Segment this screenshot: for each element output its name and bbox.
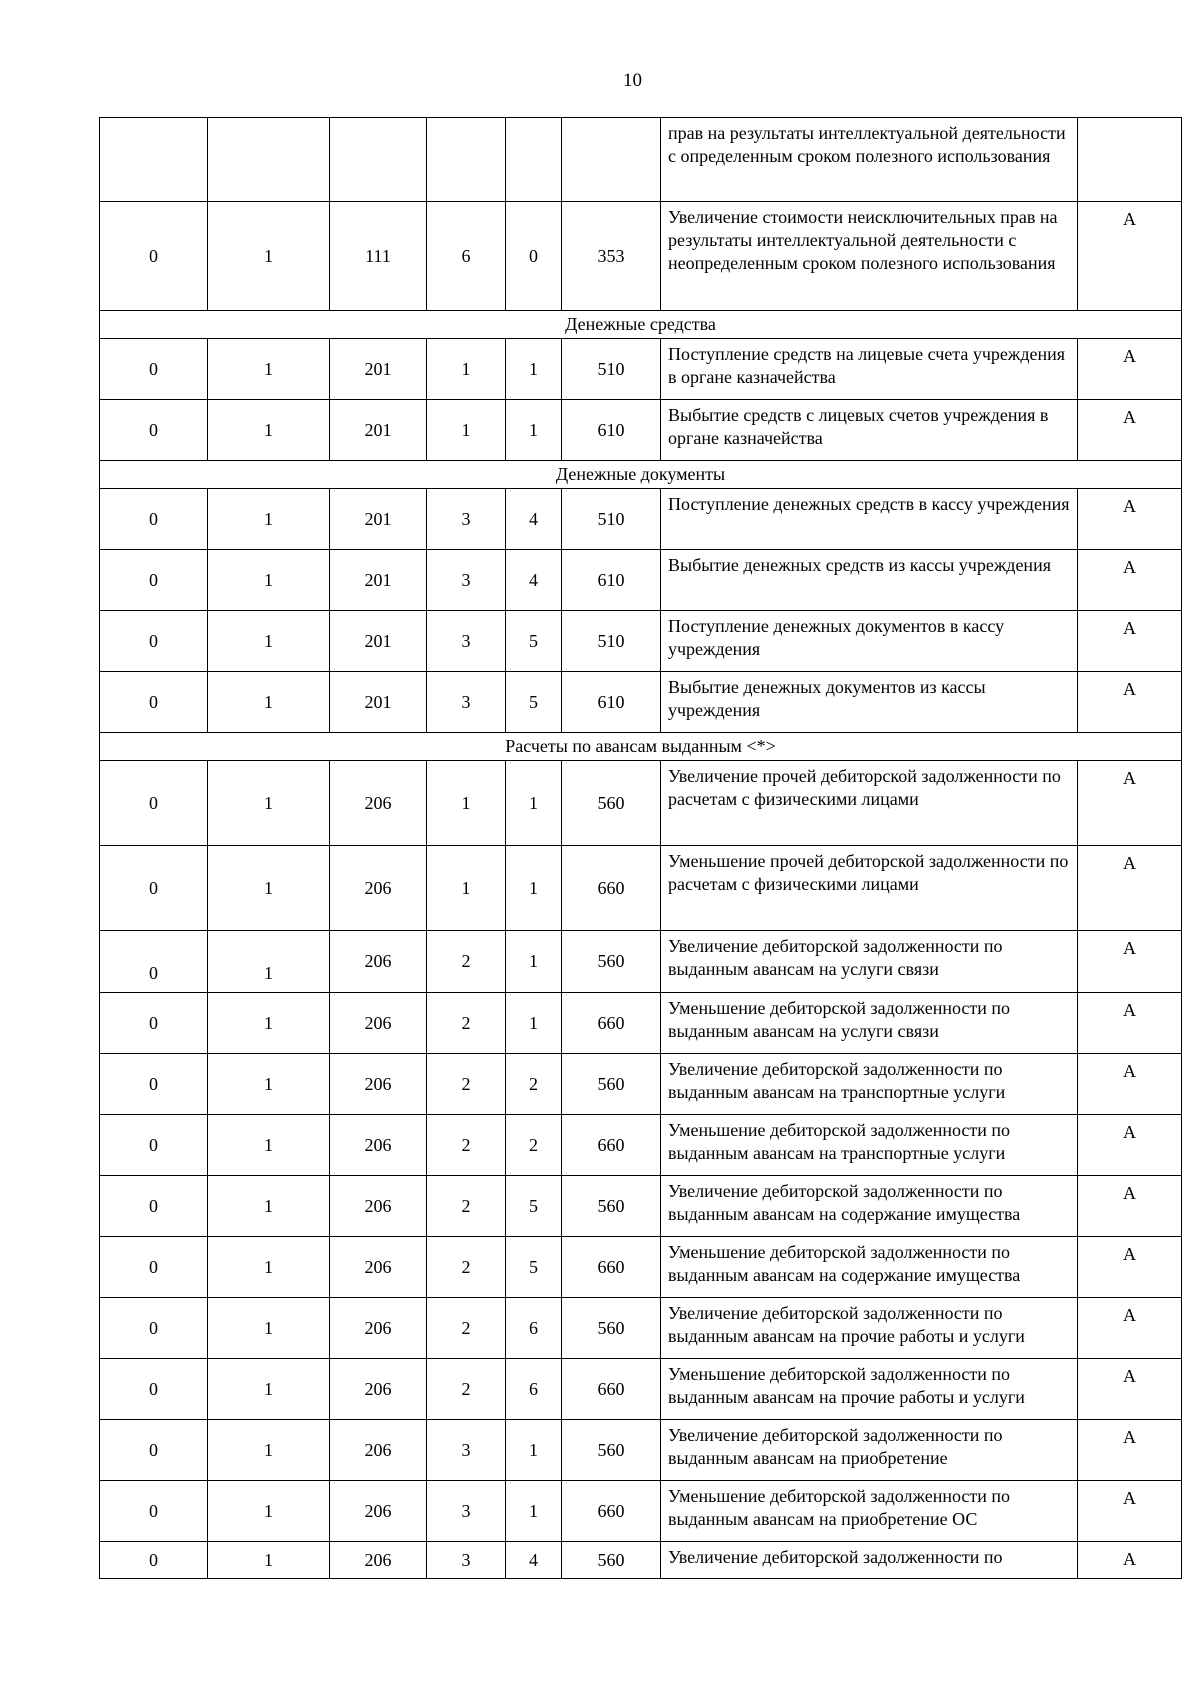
code-cell-4: 3 [427, 1420, 506, 1481]
table-row [100, 400, 1182, 461]
code-cell-1: 0 [100, 846, 208, 931]
code-cell-6: 610 [562, 550, 661, 611]
code-cell-2: 1 [208, 1420, 330, 1481]
code-cell-1: 0 [100, 1481, 208, 1542]
flag-cell: А [1078, 550, 1182, 611]
flag-cell: А [1078, 1359, 1182, 1420]
code-cell-6: 560 [562, 931, 661, 993]
code-cell-2: 1 [208, 611, 330, 672]
code-cell-3: 206 [330, 931, 427, 993]
code-cell-2: 1 [208, 1481, 330, 1542]
code-cell-2: 1 [208, 761, 330, 846]
code-cell-2: 1 [208, 672, 330, 733]
code-cell-5: 1 [506, 761, 562, 846]
code-cell-3: 206 [330, 1298, 427, 1359]
code-cell-2: 1 [208, 339, 330, 400]
table-row [100, 611, 1182, 672]
code-cell-5: 1 [506, 1481, 562, 1542]
code-cell-6: 660 [562, 993, 661, 1054]
code-cell-3: 206 [330, 1359, 427, 1420]
code-cell-5: 1 [506, 846, 562, 931]
table-row [100, 1115, 1182, 1176]
flag-cell: А [1078, 993, 1182, 1054]
code-cell-1: 0 [100, 339, 208, 400]
code-cell-4: 2 [427, 1359, 506, 1420]
code-cell-6: 660 [562, 1481, 661, 1542]
code-cell-6 [562, 118, 661, 202]
code-cell-4: 2 [427, 1298, 506, 1359]
description-cell: Уменьшение дебиторской задолженности по выданным авансам на транспортные услуги [661, 1115, 1078, 1176]
flag-cell: А [1078, 761, 1182, 846]
section-title: Расчеты по авансам выданным <*> [100, 733, 1182, 761]
table-row [100, 202, 1182, 311]
table-row [100, 550, 1182, 611]
code-cell-3: 206 [330, 1237, 427, 1298]
flag-cell: А [1078, 339, 1182, 400]
description-cell: Увеличение дебиторской задолженности по выданным авансам на транспортные услуги [661, 1054, 1078, 1115]
code-cell-6: 560 [562, 1298, 661, 1359]
code-cell-4: 3 [427, 1542, 506, 1579]
section-header-row [100, 311, 1182, 339]
flag-cell: А [1078, 1115, 1182, 1176]
description-cell: Уменьшение дебиторской задолженности по выданным авансам на содержание имущества [661, 1237, 1078, 1298]
code-cell-5: 4 [506, 1542, 562, 1579]
code-cell-5: 0 [506, 202, 562, 311]
description-cell: Поступление денежных средств в кассу учреждения [661, 489, 1078, 550]
code-cell-4: 6 [427, 202, 506, 311]
table-row [100, 931, 1182, 993]
code-cell-5: 1 [506, 931, 562, 993]
flag-cell: А [1078, 202, 1182, 311]
code-cell-5: 1 [506, 1420, 562, 1481]
code-cell-2: 1 [208, 993, 330, 1054]
description-cell: Уменьшение дебиторской задолженности по выданным авансам на прочие работы и услуги [661, 1359, 1078, 1420]
table-row [100, 672, 1182, 733]
code-cell-5: 4 [506, 489, 562, 550]
code-cell-6: 610 [562, 672, 661, 733]
code-cell-3: 206 [330, 846, 427, 931]
table-row [100, 993, 1182, 1054]
flag-cell: А [1078, 672, 1182, 733]
description-cell: Увеличение стоимости неисключительных прав на результаты интеллектуальной деятельности с неопределенным сроком полезного использования [661, 202, 1078, 311]
code-cell-1: 0 [100, 1298, 208, 1359]
code-cell-4: 3 [427, 611, 506, 672]
code-cell-3: 206 [330, 993, 427, 1054]
table-row [100, 1542, 1182, 1579]
code-cell-1: 0 [100, 400, 208, 461]
code-cell-1: 0 [100, 993, 208, 1054]
table-row [100, 1481, 1182, 1542]
table-row [100, 1176, 1182, 1237]
code-cell-3: 206 [330, 1420, 427, 1481]
flag-cell: А [1078, 931, 1182, 993]
code-cell-1: 0 [100, 202, 208, 311]
code-cell-2: 1 [208, 550, 330, 611]
code-cell-2: 1 [208, 1115, 330, 1176]
code-cell-4: 2 [427, 993, 506, 1054]
description-cell: прав на результаты интеллектуальной деятельности с определенным сроком полезного использования [661, 118, 1078, 202]
code-cell-2: 1 [208, 400, 330, 461]
section-header-row [100, 461, 1182, 489]
code-cell-2: 1 [208, 1542, 330, 1579]
code-cell-6: 510 [562, 339, 661, 400]
code-cell-5: 6 [506, 1359, 562, 1420]
code-cell-3: 201 [330, 400, 427, 461]
code-cell-6: 353 [562, 202, 661, 311]
flag-cell: А [1078, 1237, 1182, 1298]
page-number: 10 [623, 70, 642, 91]
flag-cell: А [1078, 489, 1182, 550]
code-cell-5: 5 [506, 1237, 562, 1298]
code-cell-5: 1 [506, 400, 562, 461]
description-cell: Поступление средств на лицевые счета учреждения в органе казначейства [661, 339, 1078, 400]
code-cell-1: 0 [100, 1054, 208, 1115]
code-cell-2: 1 [208, 1176, 330, 1237]
code-cell-3: 206 [330, 1542, 427, 1579]
table-row [100, 1420, 1182, 1481]
code-cell-5: 6 [506, 1298, 562, 1359]
code-cell-4: 2 [427, 931, 506, 993]
code-cell-4: 1 [427, 761, 506, 846]
table-row [100, 1237, 1182, 1298]
code-cell-3: 201 [330, 672, 427, 733]
description-cell: Выбытие средств с лицевых счетов учреждения в органе казначейства [661, 400, 1078, 461]
code-cell-5 [506, 118, 562, 202]
code-cell-5: 1 [506, 339, 562, 400]
description-cell: Увеличение дебиторской задолженности по выданным авансам на прочие работы и услуги [661, 1298, 1078, 1359]
flag-cell: А [1078, 1176, 1182, 1237]
description-cell: Уменьшение прочей дебиторской задолженности по расчетам с физическими лицами [661, 846, 1078, 931]
code-cell-5: 4 [506, 550, 562, 611]
section-title: Денежные документы [100, 461, 1182, 489]
code-cell-6: 660 [562, 1359, 661, 1420]
flag-cell [1078, 118, 1182, 202]
flag-cell: А [1078, 1054, 1182, 1115]
code-cell-5: 2 [506, 1054, 562, 1115]
description-cell: Увеличение прочей дебиторской задолженности по расчетам с физическими лицами [661, 761, 1078, 846]
code-cell-6: 560 [562, 761, 661, 846]
code-cell-6: 660 [562, 846, 661, 931]
section-header-row [100, 733, 1182, 761]
code-cell-2: 1 [208, 1054, 330, 1115]
code-cell-1: 0 [100, 1115, 208, 1176]
code-cell-2: 1 [208, 931, 330, 993]
code-cell-2: 1 [208, 1359, 330, 1420]
code-cell-3: 206 [330, 761, 427, 846]
code-cell-1: 0 [100, 550, 208, 611]
table-row [100, 761, 1182, 846]
description-cell: Увеличение дебиторской задолженности по [661, 1542, 1078, 1579]
code-cell-1: 0 [100, 672, 208, 733]
code-cell-6: 660 [562, 1237, 661, 1298]
code-cell-3: 201 [330, 339, 427, 400]
table-row [100, 1359, 1182, 1420]
code-cell-2: 1 [208, 489, 330, 550]
table-row [100, 1054, 1182, 1115]
table-row [100, 846, 1182, 931]
code-cell-3: 201 [330, 550, 427, 611]
code-cell-4: 3 [427, 672, 506, 733]
flag-cell: А [1078, 1420, 1182, 1481]
description-cell: Уменьшение дебиторской задолженности по выданным авансам на приобретение ОС [661, 1481, 1078, 1542]
code-cell-3: 206 [330, 1115, 427, 1176]
code-cell-6: 560 [562, 1420, 661, 1481]
code-cell-3: 111 [330, 202, 427, 311]
code-cell-6: 560 [562, 1176, 661, 1237]
code-cell-6: 510 [562, 489, 661, 550]
code-cell-1: 0 [100, 761, 208, 846]
code-cell-4: 1 [427, 339, 506, 400]
flag-cell: А [1078, 846, 1182, 931]
code-cell-6: 510 [562, 611, 661, 672]
code-cell-1: 0 [100, 611, 208, 672]
flag-cell: А [1078, 1481, 1182, 1542]
code-cell-1: 0 [100, 1542, 208, 1579]
code-cell-4: 3 [427, 1481, 506, 1542]
description-cell: Выбытие денежных документов из кассы учреждения [661, 672, 1078, 733]
code-cell-5: 5 [506, 672, 562, 733]
description-cell: Поступление денежных документов в кассу учреждения [661, 611, 1078, 672]
code-cell-4: 1 [427, 846, 506, 931]
code-cell-3: 201 [330, 489, 427, 550]
code-cell-1 [100, 118, 208, 202]
flag-cell: А [1078, 611, 1182, 672]
table-row [100, 1298, 1182, 1359]
flag-cell: А [1078, 1542, 1182, 1579]
code-cell-6: 610 [562, 400, 661, 461]
code-cell-5: 1 [506, 993, 562, 1054]
table-row [100, 489, 1182, 550]
code-cell-1: 0 [100, 489, 208, 550]
description-cell: Увеличение дебиторской задолженности по выданным авансам на услуги связи [661, 931, 1078, 993]
code-cell-4: 2 [427, 1176, 506, 1237]
code-cell-3: 206 [330, 1054, 427, 1115]
code-cell-2: 1 [208, 1298, 330, 1359]
code-cell-4: 2 [427, 1237, 506, 1298]
code-cell-6: 560 [562, 1054, 661, 1115]
code-cell-4: 3 [427, 489, 506, 550]
description-cell: Увеличение дебиторской задолженности по выданным авансам на содержание имущества [661, 1176, 1078, 1237]
code-cell-1: 0 [100, 1359, 208, 1420]
description-cell: Уменьшение дебиторской задолженности по выданным авансам на услуги связи [661, 993, 1078, 1054]
code-cell-1: 0 [100, 1420, 208, 1481]
code-cell-4: 2 [427, 1115, 506, 1176]
code-cell-2: 1 [208, 846, 330, 931]
code-cell-1: 0 [100, 1237, 208, 1298]
code-cell-6: 660 [562, 1115, 661, 1176]
code-cell-4: 1 [427, 400, 506, 461]
code-cell-4: 2 [427, 1054, 506, 1115]
code-cell-2: 1 [208, 202, 330, 311]
flag-cell: А [1078, 1298, 1182, 1359]
code-cell-4: 3 [427, 550, 506, 611]
code-cell-1: 0 [100, 931, 208, 993]
code-cell-2 [208, 118, 330, 202]
section-title: Денежные средства [100, 311, 1182, 339]
flag-cell: А [1078, 400, 1182, 461]
accounts-table [99, 117, 1182, 1579]
table-row [100, 339, 1182, 400]
code-cell-1: 0 [100, 1176, 208, 1237]
code-cell-3: 201 [330, 611, 427, 672]
code-cell-3: 206 [330, 1176, 427, 1237]
code-cell-3: 206 [330, 1481, 427, 1542]
code-cell-5: 2 [506, 1115, 562, 1176]
table-body [100, 118, 1182, 1579]
code-cell-5: 5 [506, 1176, 562, 1237]
description-cell: Увеличение дебиторской задолженности по выданным авансам на приобретение [661, 1420, 1078, 1481]
table-row [100, 118, 1182, 202]
code-cell-2: 1 [208, 1237, 330, 1298]
description-cell: Выбытие денежных средств из кассы учреждения [661, 550, 1078, 611]
code-cell-5: 5 [506, 611, 562, 672]
code-cell-4 [427, 118, 506, 202]
code-cell-6: 560 [562, 1542, 661, 1579]
code-cell-3 [330, 118, 427, 202]
